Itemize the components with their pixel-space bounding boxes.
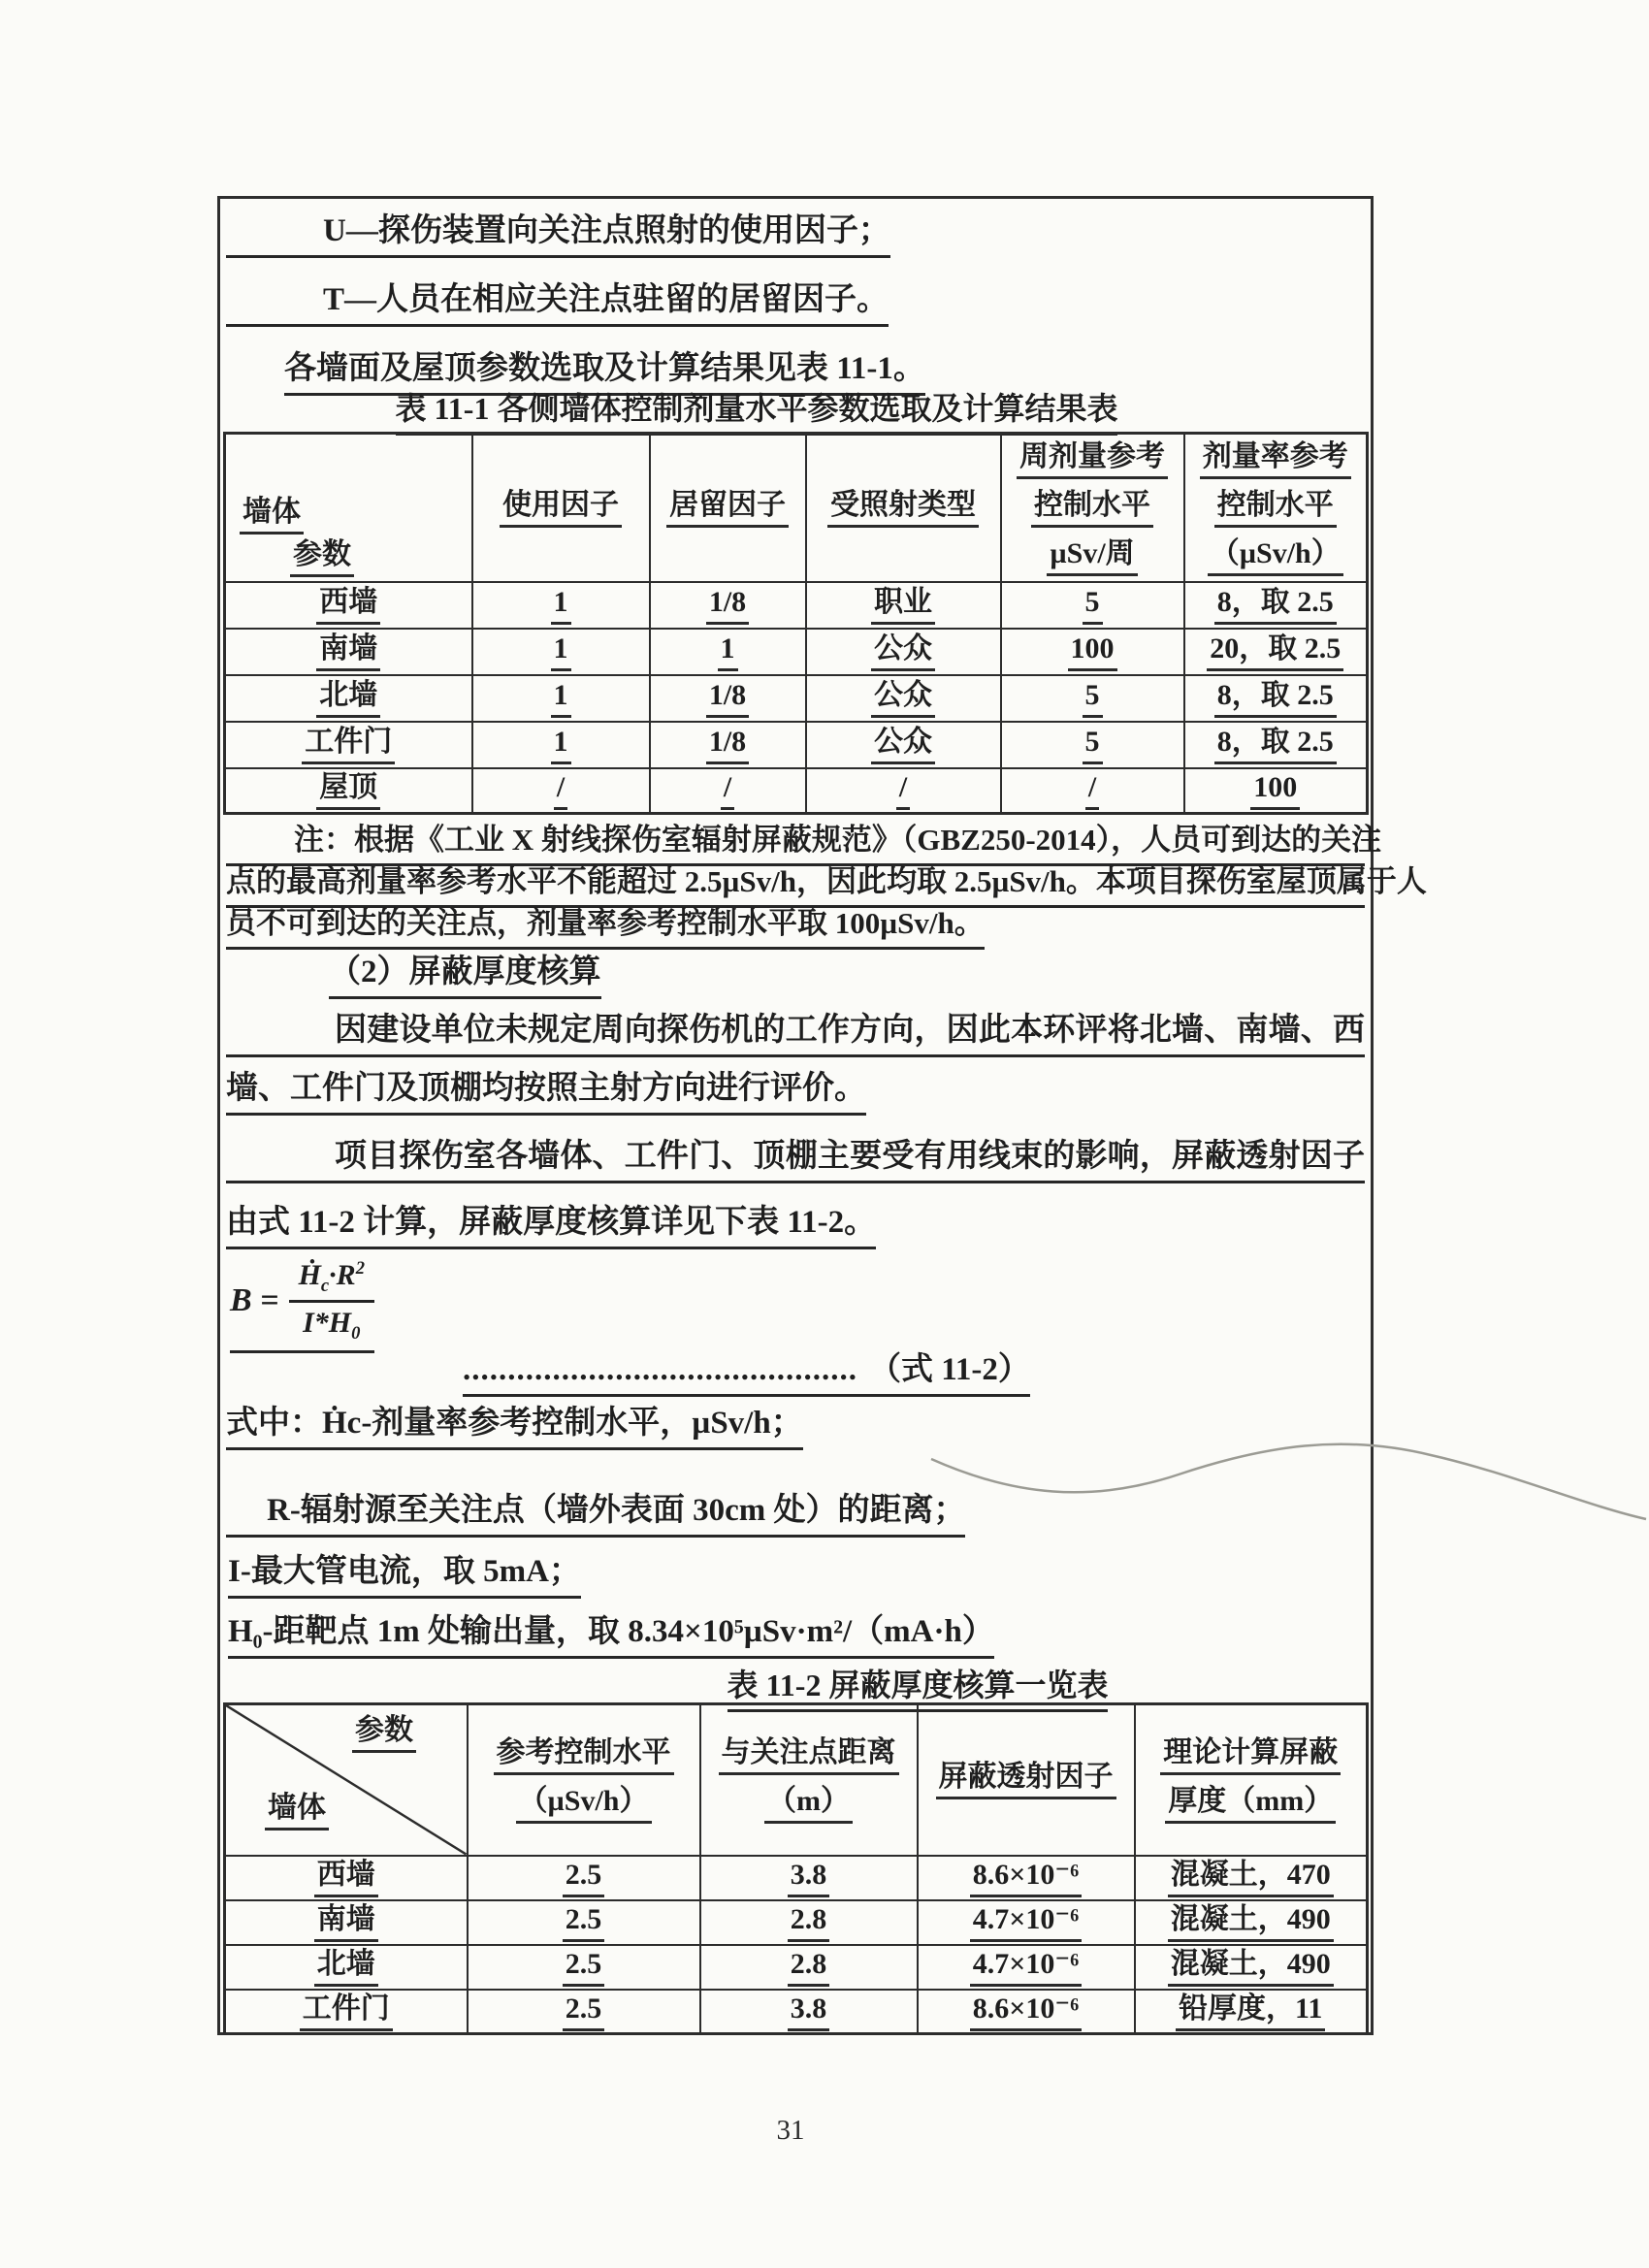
formula-lhs: B = xyxy=(230,1282,279,1319)
definition-t: T—人员在相应关注点驻留的居留因子。 xyxy=(226,281,889,327)
table-row-workpiece-door xyxy=(225,1990,1368,2034)
cell-value: 8.6×10⁻⁶ xyxy=(970,1992,1082,2031)
cell-value: / xyxy=(721,770,734,810)
cell-value: 20，取 2.5 xyxy=(1207,632,1343,671)
cell-value: 4.7×10⁻⁶ xyxy=(970,1902,1082,1942)
cell-value: 8，取 2.5 xyxy=(1214,585,1337,625)
cell-value: 100 xyxy=(1250,770,1300,810)
cell-value: 1 xyxy=(718,632,738,671)
cell-value: 混凝土，490 xyxy=(1168,1947,1334,1987)
definition-h0: H₀-距靶点 1m 处输出量，取 8.34×10⁵µSv·m²/（mA·h） xyxy=(228,1613,994,1659)
table-row-north-wall xyxy=(225,1945,1368,1990)
header-transmission-factor: 屏蔽透射因子 xyxy=(918,1704,1135,1856)
table-note-line-3: 员不可到达的关注点，剂量率参考控制水平取 100µSv/h。 xyxy=(226,906,985,950)
cell-value: 2.5 xyxy=(563,1902,605,1942)
table-row-south-wall xyxy=(225,629,1368,675)
cell-value: 2.8 xyxy=(788,1902,830,1942)
cell-value: 公众 xyxy=(871,725,935,764)
cell-value: 职业 xyxy=(871,585,935,625)
table-11-1-title: 表 11-1 各侧墙体控制剂量水平参数选取及计算结果表 xyxy=(220,391,1293,436)
cell-value: 100 xyxy=(1068,632,1117,671)
cell-value: 1/8 xyxy=(706,585,749,625)
table-11-1-header-row xyxy=(225,434,1368,582)
cell-value: 2.5 xyxy=(563,1858,605,1897)
cell-value: 2.8 xyxy=(788,1947,830,1987)
formula-fraction: $\frac{Ḣ_c\cdot R^2}{I*H_0}$ xyxy=(289,1258,374,1345)
cell-value: 混凝土，490 xyxy=(1168,1902,1334,1942)
cell-value: 3.8 xyxy=(788,1992,830,2031)
table-row-roof xyxy=(225,768,1368,814)
formula-11-2 xyxy=(230,1258,374,1353)
corner-wall-label: 墙体 xyxy=(265,1791,329,1831)
content-border-box xyxy=(217,196,1427,2035)
definition-i: I-最大管电流，取 5mA； xyxy=(228,1553,581,1599)
paragraph-1-line-2: 墙、工件门及顶棚均按照主射方向进行评价。 xyxy=(226,1070,866,1116)
formula-where-line: 式中：Ḣc-剂量率参考控制水平，µSv/h； xyxy=(226,1405,803,1450)
cell-value: 铅厚度，11 xyxy=(1176,1992,1325,2031)
cell-value: 8，取 2.5 xyxy=(1214,678,1337,718)
page-number: 31 xyxy=(776,2115,805,2146)
paragraph-1-line-1: 因建设单位未规定周向探伤机的工作方向，因此本环评将北墙、南墙、西 xyxy=(226,1012,1365,1057)
cell-value: 混凝土，470 xyxy=(1168,1858,1334,1897)
table-11-2-shielding-thickness xyxy=(223,1702,1369,2035)
paragraph-2-line-2: 由式 11-2 计算，屏蔽厚度核算详见下表 11-2。 xyxy=(226,1204,876,1249)
cell-value: 4.7×10⁻⁶ xyxy=(970,1947,1082,1987)
cell-value: 1 xyxy=(551,632,571,671)
table-row-south-wall xyxy=(225,1900,1368,1945)
section-2-heading: （2）屏蔽厚度核算 xyxy=(329,954,601,999)
cell-value: 公众 xyxy=(871,678,935,718)
table-11-1-wall-parameters xyxy=(223,432,1369,815)
cell-value: 北墙 xyxy=(316,678,380,718)
cell-value: 8，取 2.5 xyxy=(1214,725,1337,764)
cell-value: 1/8 xyxy=(706,725,749,764)
definition-u: U—探伤装置向关注点照射的使用因子； xyxy=(226,212,890,258)
table-note-line-2: 点的最高剂量率参考水平不能超过 2.5µSv/h，因此均取 2.5µSv/h。本项目探伤室屋顶属于人 xyxy=(226,864,1365,908)
header-ref-control-level: 参考控制水平 （µSv/h） xyxy=(468,1704,700,1856)
table-11-2-header-row xyxy=(225,1704,1368,1856)
cell-value: 2.5 xyxy=(563,1992,605,2031)
table-row-west-wall xyxy=(225,1856,1368,1900)
cell-value: 8.6×10⁻⁶ xyxy=(970,1858,1082,1897)
cell-value: / xyxy=(554,770,567,810)
table-note-line-1: 注：根据《工业 X 射线探伤室辐射屏蔽规范》（GBZ250-2014），人员可到达的关注 xyxy=(226,823,1365,866)
corner-param-label: 参数 xyxy=(352,1713,416,1753)
cell-value: 3.8 xyxy=(788,1858,830,1897)
cell-value: 西墙 xyxy=(314,1858,378,1897)
cell-value: 5 xyxy=(1083,725,1103,764)
cell-value: 5 xyxy=(1083,678,1103,718)
corner-wall-label: 墙体 xyxy=(240,495,304,535)
cell-value: 1 xyxy=(551,585,571,625)
header-occupancy-factor: 居留因子 xyxy=(650,434,806,582)
cell-value: 屋顶 xyxy=(316,770,380,810)
scan-artifact-wavy-line xyxy=(926,1418,1649,1535)
cell-value: / xyxy=(1085,770,1099,810)
definition-r: R-辐射源至关注点（墙外表面 30cm 处）的距离； xyxy=(226,1492,965,1538)
header-exposure-type: 受照射类型 xyxy=(806,434,1001,582)
corner-param-label: 参数 xyxy=(290,537,354,577)
table-11-1-reference-line: 各墙面及屋顶参数选取及计算结果见表 11-1。 xyxy=(284,350,925,396)
table-row-west-wall xyxy=(225,582,1368,629)
cell-value: 北墙 xyxy=(314,1947,378,1987)
cell-value: 南墙 xyxy=(316,632,380,671)
header-distance: 与关注点距离 （m） xyxy=(700,1704,918,1856)
dotted-leader: ............................................ xyxy=(463,1352,857,1387)
cell-value: 1 xyxy=(551,725,571,764)
cell-value: 工件门 xyxy=(302,725,395,764)
table-row-workpiece-door xyxy=(225,722,1368,768)
paragraph-2-line-1: 项目探伤室各墙体、工件门、顶棚主要受有用线束的影响，屏蔽透射因子 xyxy=(226,1138,1365,1183)
cell-value: 1 xyxy=(551,678,571,718)
header-use-factor: 使用因子 xyxy=(472,434,650,582)
header-theoretical-thickness: 理论计算屏蔽 厚度（mm） xyxy=(1135,1704,1368,1856)
header-weekly-dose: 周剂量参考 控制水平 µSv/周 xyxy=(1001,434,1184,582)
cell-value: 公众 xyxy=(871,632,935,671)
table-11-2-title: 表 11-2 屏蔽厚度核算一览表 xyxy=(627,1668,1209,1712)
cell-value: / xyxy=(896,770,910,810)
header-dose-rate: 剂量率参考 控制水平 （µSv/h） xyxy=(1184,434,1368,582)
equation-number: （式 11-2） xyxy=(869,1352,1030,1387)
cell-value: 工件门 xyxy=(300,1992,393,2031)
cell-value: 南墙 xyxy=(314,1902,378,1942)
diagonal-divider xyxy=(226,1705,467,1855)
corner-cell xyxy=(225,434,472,582)
corner-cell-diagonal xyxy=(225,1704,468,1856)
cell-value: 西墙 xyxy=(316,585,380,625)
cell-value: 1/8 xyxy=(706,678,749,718)
table-row-north-wall xyxy=(225,675,1368,722)
formula-label-line xyxy=(463,1351,1030,1397)
cell-value: 2.5 xyxy=(563,1947,605,1987)
cell-value: 5 xyxy=(1083,585,1103,625)
